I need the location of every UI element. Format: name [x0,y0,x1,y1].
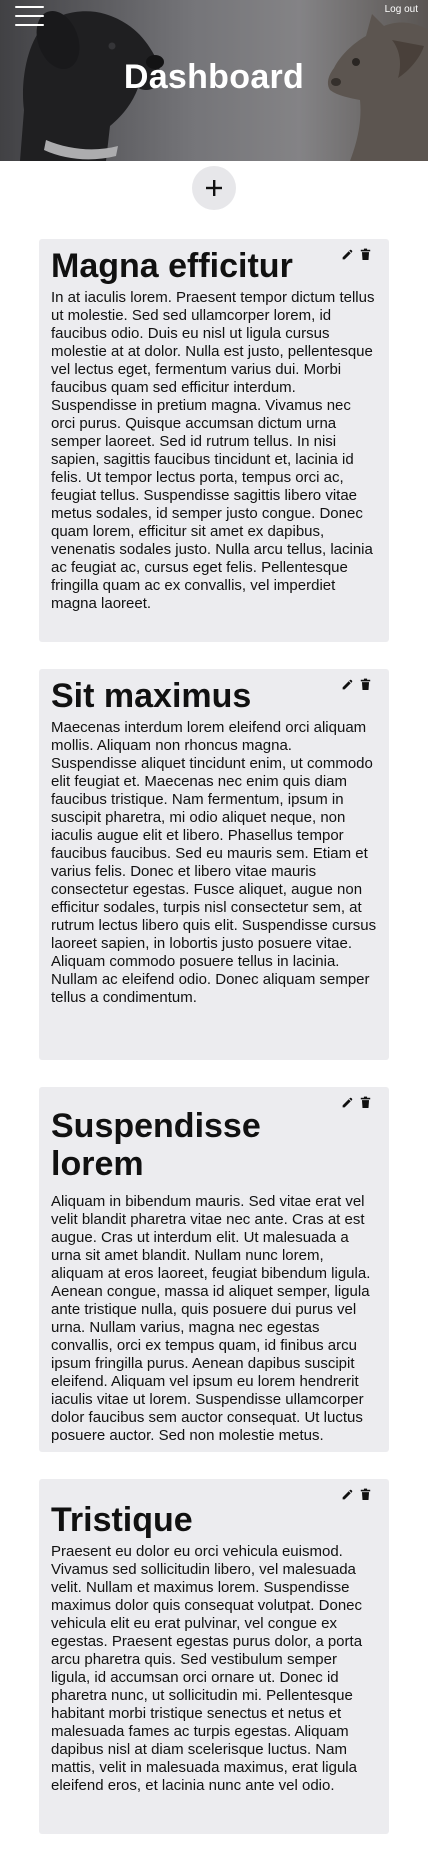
post-title: Sit maximus [51,677,252,715]
trash-icon[interactable] [360,1096,371,1109]
post-body: In at iaculis lorem. Praesent tempor dictum tellus ut molestie. Sed sed ullamcorper lorem, id faucibus odio. Duis eu nisl ut ligula cursus molestie at at dolor. Nulla est justo, pellentesque vel lectus eget, fermentum varius dui. Morbi faucibus quam sed efficitur interdum. Suspendisse in pretium magna. Vivamus nec orci purus. Quisque accumsan dictum urna semper laoreet. Sed id rutrum tellus. In nisi sapien, sagittis faucibus tincidunt et, lacinia id felis. Ut tempor lectus porta, tempus orci ac, feugiat tellus. Suspendisse sagittis libero vitae metus sodales, id semper justo congue. Donec quam lorem, efficitur sit amet ex dapibus, venenatis sodales justo. Nulla arcu tellus, lacinia ac feugiat ac, cursus eget felis. Pellentesque fringilla quam ac ex convallis, vel imperdiet magna laoreet. [51,289,375,612]
pencil-icon[interactable] [341,678,354,691]
card-actions [341,1488,371,1501]
trash-icon[interactable] [360,678,371,691]
card-actions [341,678,371,691]
pencil-icon[interactable] [341,248,354,261]
hamburger-menu-icon[interactable] [15,6,44,26]
trash-icon[interactable] [360,248,371,261]
post-card [39,239,389,642]
post-body: Aliquam in bibendum mauris. Sed vitae erat vel velit blandit pharetra vitae nec ante. Cras at est augue. Cras ut interdum elit. Ut malesuada a urna sit amet blandit. Nullam nunc lorem, aliquam at eros laoreet, feugiat bibendum ligula. Aenean congue, massa id aliquet semper, ligula ante tristique nulla, quis posuere dui purus vel urna. Nullam varius, magna nec egestas convallis, orci ex tempus quam, id finibus arcu ipsum fringilla purus. Aenean dapibus suscipit eleifend. Aliquam vel ipsum eu lorem hendrerit iaculis vitae ut lorem. Suspendisse ullamcorper dolor faucibus sem auctor consequat. Ut luctus posuere auctor. Sed non molestie metus. [51,1193,371,1444]
pencil-icon[interactable] [341,1096,354,1109]
trash-icon[interactable] [360,1488,371,1501]
post-card [39,669,389,1060]
post-card [39,1479,389,1834]
add-post-wrapper [0,166,428,210]
logout-link[interactable]: Log out [384,4,418,15]
card-actions [341,248,371,261]
add-post-button[interactable] [192,166,236,210]
post-body: Praesent eu dolor eu orci vehicula euismod. Vivamus sed sollicitudin libero, vel malesuada velit. Nullam et maximus lorem. Suspendisse maximus dolor quis consequat volutpat. Donec vehicula elit eu erat pulvinar, vel congue ex egestas. Praesent egestas purus dolor, a porta arcu pharetra quis. Sed vestibulum semper ligula, id accumsan orci ornare ut. Donec id pharetra nunc, ut sollicitudin mi. Pellentesque habitant morbi tristique senectus et netus et malesuada fames ac turpis egestas. Aliquam dapibus nisl at diam scelerisque luctus. Nam mattis, velit in malesuada maximus, erat ligula eleifend eros, et lacinia nunc ante vel odio. [51,1543,363,1794]
pencil-icon[interactable] [341,1488,354,1501]
post-title: Tristique [51,1501,193,1539]
page-title: Dashboard [123,58,305,96]
plus-icon [204,178,224,198]
post-title: Magna efficitur [51,247,293,285]
header-banner [0,0,428,161]
post-body: Maecenas interdum lorem eleifend orci aliquam mollis. Aliquam non rhoncus magna. Suspendisse aliquet tincidunt enim, ut commodo elit feugiat et. Maecenas nec enim quis diam faucibus tristique. Nam fermentum, ipsum in suscipit pharetra, mi odio aliquet neque, non iaculis augue elit et libero. Phasellus tempor faucibus faucibus. Sed eu mauris sem. Etiam et varius felis. Donec et libero vitae mauris consectetur egestas. Fusce aliquet, augue non efficitur sodales, turpis nisl consectetur sem, at rutrum lectus libero quis elit. Suspendisse cursus laoreet sapien, in lobortis justo posuere vitae. Aliquam commodo posuere tellus in lacinia. Nullam ac eleifend odio. Donec aliquam semper tellus a condimentum. [51,719,377,1006]
post-title: Suspendisse lorem [51,1107,261,1183]
post-card [39,1087,389,1452]
card-actions [341,1096,371,1109]
